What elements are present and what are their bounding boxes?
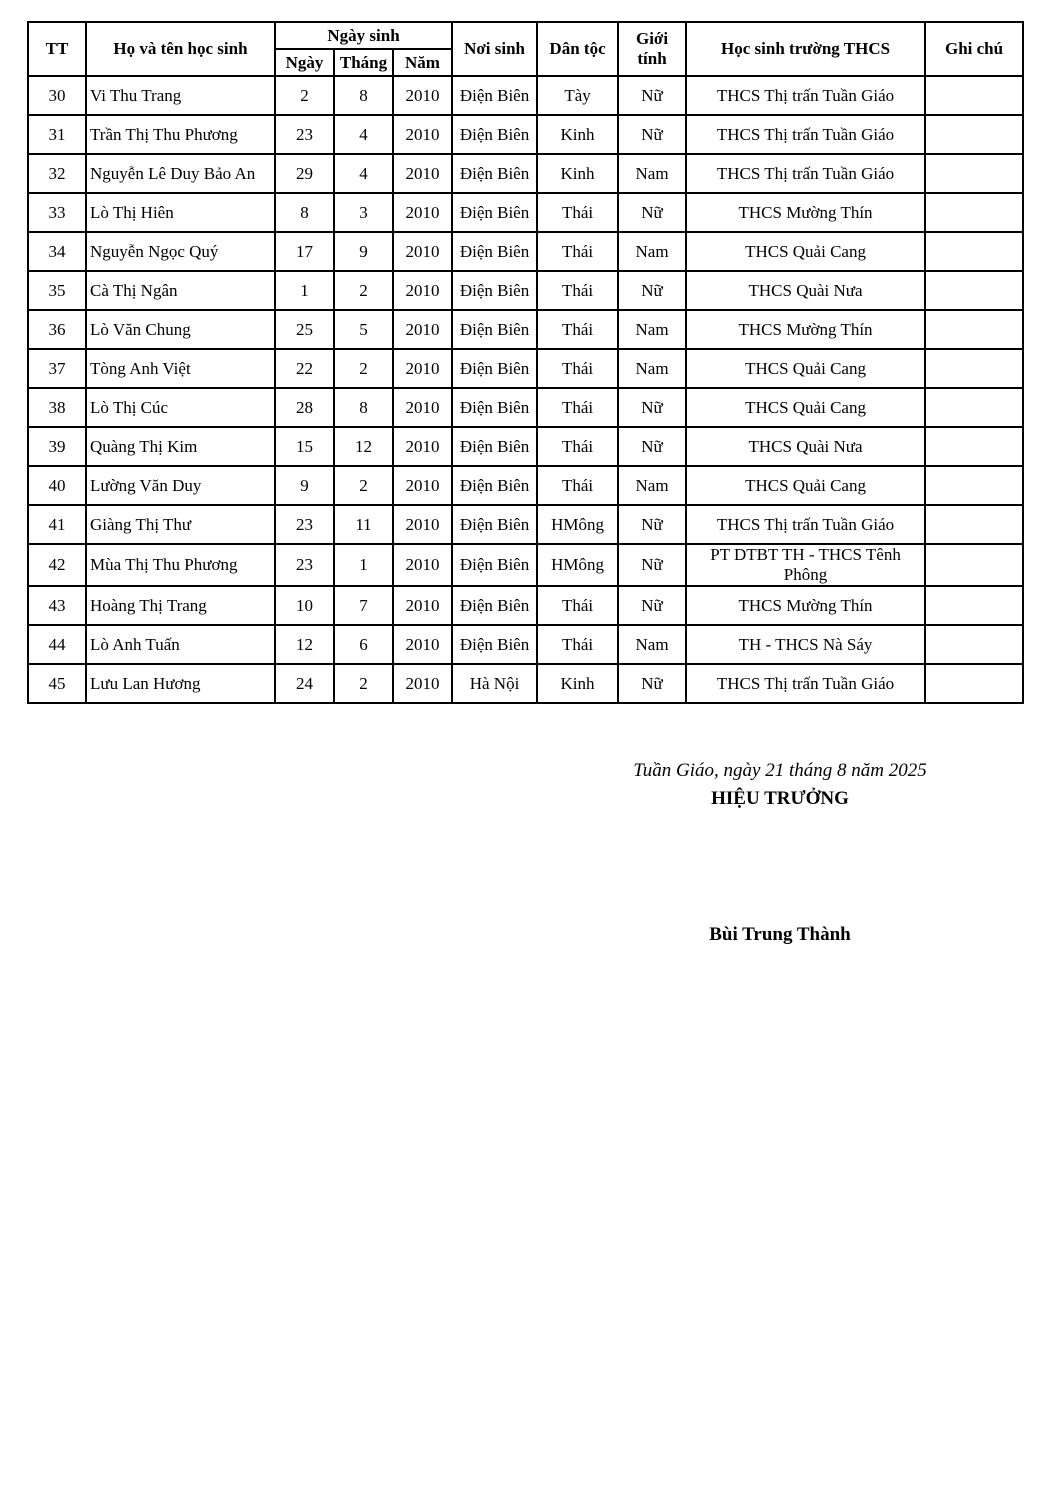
- cell-tt: 37: [28, 349, 86, 388]
- cell-gender: Nữ: [618, 388, 686, 427]
- table-body: [28, 76, 1023, 703]
- header-day: Ngày: [275, 49, 334, 76]
- cell-ethnicity: HMông: [537, 544, 618, 586]
- cell-day: 23: [275, 115, 334, 154]
- cell-name: Quàng Thị Kim: [86, 427, 275, 466]
- cell-note: [925, 625, 1023, 664]
- cell-name: Giàng Thị Thư: [86, 505, 275, 544]
- table-row: [28, 586, 1023, 625]
- cell-year: 2010: [393, 232, 452, 271]
- cell-school: THCS Quài Nưa: [686, 271, 925, 310]
- cell-tt: 38: [28, 388, 86, 427]
- cell-note: [925, 310, 1023, 349]
- cell-day: 24: [275, 664, 334, 703]
- cell-birthplace: Điện Biên: [452, 271, 537, 310]
- cell-year: 2010: [393, 310, 452, 349]
- cell-year: 2010: [393, 76, 452, 115]
- cell-school: THCS Quải Cang: [686, 349, 925, 388]
- table-row: [28, 388, 1023, 427]
- cell-gender: Nam: [618, 154, 686, 193]
- table-row: [28, 154, 1023, 193]
- header-year: Năm: [393, 49, 452, 76]
- cell-note: [925, 586, 1023, 625]
- cell-gender: Nam: [618, 466, 686, 505]
- cell-school: THCS Quải Cang: [686, 388, 925, 427]
- cell-tt: 30: [28, 76, 86, 115]
- cell-month: 7: [334, 586, 393, 625]
- cell-year: 2010: [393, 664, 452, 703]
- cell-gender: Nam: [618, 232, 686, 271]
- cell-ethnicity: Thái: [537, 427, 618, 466]
- cell-month: 11: [334, 505, 393, 544]
- cell-month: 3: [334, 193, 393, 232]
- header-note: Ghi chú: [925, 22, 1023, 76]
- cell-day: 17: [275, 232, 334, 271]
- cell-tt: 41: [28, 505, 86, 544]
- cell-name: Mùa Thị Thu Phương: [86, 544, 275, 586]
- cell-month: 6: [334, 625, 393, 664]
- cell-ethnicity: Thái: [537, 232, 618, 271]
- table-row: [28, 427, 1023, 466]
- cell-school: THCS Thị trấn Tuần Giáo: [686, 505, 925, 544]
- table-row: [28, 625, 1023, 664]
- cell-tt: 40: [28, 466, 86, 505]
- cell-school: TH - THCS Nà Sáy: [686, 625, 925, 664]
- cell-note: [925, 154, 1023, 193]
- cell-school: THCS Mường Thín: [686, 586, 925, 625]
- cell-name: Hoàng Thị Trang: [86, 586, 275, 625]
- signer-name: Bùi Trung Thành: [709, 924, 851, 945]
- cell-name: Lưu Lan Hương: [86, 664, 275, 703]
- cell-name: Trần Thị Thu Phương: [86, 115, 275, 154]
- cell-year: 2010: [393, 193, 452, 232]
- cell-year: 2010: [393, 586, 452, 625]
- cell-gender: Nữ: [618, 115, 686, 154]
- cell-year: 2010: [393, 544, 452, 586]
- cell-month: 12: [334, 427, 393, 466]
- cell-gender: Nữ: [618, 586, 686, 625]
- cell-school: THCS Thị trấn Tuần Giáo: [686, 664, 925, 703]
- cell-tt: 31: [28, 115, 86, 154]
- cell-note: [925, 466, 1023, 505]
- cell-tt: 39: [28, 427, 86, 466]
- cell-day: 22: [275, 349, 334, 388]
- cell-gender: Nữ: [618, 193, 686, 232]
- cell-note: [925, 505, 1023, 544]
- cell-birthplace: Điện Biên: [452, 544, 537, 586]
- cell-month: 4: [334, 115, 393, 154]
- header-gender: Giới tính: [618, 22, 686, 76]
- cell-school: THCS Mường Thín: [686, 310, 925, 349]
- table-row: [28, 349, 1023, 388]
- cell-year: 2010: [393, 349, 452, 388]
- cell-month: 2: [334, 349, 393, 388]
- table-row: [28, 310, 1023, 349]
- cell-birthplace: Điện Biên: [452, 232, 537, 271]
- cell-day: 15: [275, 427, 334, 466]
- table-row: [28, 466, 1023, 505]
- cell-tt: 33: [28, 193, 86, 232]
- cell-tt: 42: [28, 544, 86, 586]
- cell-school: THCS Quải Cang: [686, 232, 925, 271]
- cell-day: 28: [275, 388, 334, 427]
- cell-name: Tòng Anh Việt: [86, 349, 275, 388]
- cell-day: 29: [275, 154, 334, 193]
- cell-day: 2: [275, 76, 334, 115]
- cell-birthplace: Điện Biên: [452, 505, 537, 544]
- cell-note: [925, 193, 1023, 232]
- student-roster-table: [27, 21, 1024, 704]
- cell-gender: Nam: [618, 625, 686, 664]
- cell-birthplace: Điện Biên: [452, 193, 537, 232]
- cell-year: 2010: [393, 466, 452, 505]
- cell-gender: Nữ: [618, 505, 686, 544]
- cell-day: 1: [275, 271, 334, 310]
- cell-year: 2010: [393, 271, 452, 310]
- cell-ethnicity: Thái: [537, 310, 618, 349]
- header-ethnicity: Dân tộc: [537, 22, 618, 76]
- cell-ethnicity: Thái: [537, 466, 618, 505]
- cell-year: 2010: [393, 625, 452, 664]
- cell-day: 23: [275, 544, 334, 586]
- signature-title: HIỆU TRƯỞNG: [711, 788, 849, 809]
- table-row: [28, 271, 1023, 310]
- cell-birthplace: Hà Nội: [452, 664, 537, 703]
- table-row: [28, 232, 1023, 271]
- cell-month: 1: [334, 544, 393, 586]
- cell-gender: Nam: [618, 349, 686, 388]
- table-row: [28, 505, 1023, 544]
- table-row: [28, 193, 1023, 232]
- cell-day: 25: [275, 310, 334, 349]
- cell-day: 8: [275, 193, 334, 232]
- cell-birthplace: Điện Biên: [452, 586, 537, 625]
- cell-year: 2010: [393, 115, 452, 154]
- cell-birthplace: Điện Biên: [452, 349, 537, 388]
- cell-year: 2010: [393, 154, 452, 193]
- cell-ethnicity: Thái: [537, 586, 618, 625]
- cell-day: 23: [275, 505, 334, 544]
- cell-name: Lò Văn Chung: [86, 310, 275, 349]
- cell-tt: 44: [28, 625, 86, 664]
- cell-name: Cà Thị Ngân: [86, 271, 275, 310]
- table-row: [28, 544, 1023, 586]
- cell-tt: 43: [28, 586, 86, 625]
- header-month: Tháng: [334, 49, 393, 76]
- cell-note: [925, 664, 1023, 703]
- cell-name: Vi Thu Trang: [86, 76, 275, 115]
- cell-ethnicity: Kinh: [537, 664, 618, 703]
- table-row: [28, 664, 1023, 703]
- cell-tt: 34: [28, 232, 86, 271]
- cell-month: 2: [334, 466, 393, 505]
- cell-name: Lường Văn Duy: [86, 466, 275, 505]
- header-name: Họ và tên học sinh: [86, 22, 275, 76]
- cell-gender: Nữ: [618, 271, 686, 310]
- cell-year: 2010: [393, 388, 452, 427]
- cell-note: [925, 271, 1023, 310]
- cell-day: 9: [275, 466, 334, 505]
- cell-day: 12: [275, 625, 334, 664]
- cell-birthplace: Điện Biên: [452, 115, 537, 154]
- cell-month: 2: [334, 664, 393, 703]
- cell-school: PT DTBT TH - THCS Tênh Phông: [686, 544, 925, 586]
- cell-note: [925, 115, 1023, 154]
- cell-gender: Nam: [618, 310, 686, 349]
- cell-day: 10: [275, 586, 334, 625]
- cell-month: 8: [334, 76, 393, 115]
- cell-note: [925, 76, 1023, 115]
- cell-birthplace: Điện Biên: [452, 76, 537, 115]
- cell-school: THCS Quài Nưa: [686, 427, 925, 466]
- cell-gender: Nữ: [618, 544, 686, 586]
- cell-school: THCS Thị trấn Tuần Giáo: [686, 76, 925, 115]
- cell-note: [925, 427, 1023, 466]
- cell-note: [925, 544, 1023, 586]
- cell-ethnicity: Thái: [537, 388, 618, 427]
- cell-birthplace: Điện Biên: [452, 154, 537, 193]
- header-tt: TT: [28, 22, 86, 76]
- cell-note: [925, 388, 1023, 427]
- cell-birthplace: Điện Biên: [452, 427, 537, 466]
- cell-year: 2010: [393, 427, 452, 466]
- cell-ethnicity: Thái: [537, 193, 618, 232]
- signature-date-line: Tuần Giáo, ngày 21 tháng 8 năm 2025: [633, 760, 927, 781]
- cell-name: Lò Thị Cúc: [86, 388, 275, 427]
- cell-month: 2: [334, 271, 393, 310]
- cell-gender: Nữ: [618, 427, 686, 466]
- cell-ethnicity: Thái: [537, 271, 618, 310]
- header-birthplace: Nơi sinh: [452, 22, 537, 76]
- cell-gender: Nữ: [618, 664, 686, 703]
- cell-tt: 35: [28, 271, 86, 310]
- cell-ethnicity: Thái: [537, 349, 618, 388]
- header-school: Học sinh trường THCS: [686, 22, 925, 76]
- header-dob: Ngày sinh: [275, 22, 452, 49]
- cell-school: THCS Thị trấn Tuần Giáo: [686, 154, 925, 193]
- cell-name: Nguyễn Ngọc Quý: [86, 232, 275, 271]
- cell-birthplace: Điện Biên: [452, 310, 537, 349]
- table-row: [28, 76, 1023, 115]
- cell-school: THCS Thị trấn Tuần Giáo: [686, 115, 925, 154]
- cell-school: THCS Quải Cang: [686, 466, 925, 505]
- cell-tt: 36: [28, 310, 86, 349]
- cell-birthplace: Điện Biên: [452, 388, 537, 427]
- cell-tt: 45: [28, 664, 86, 703]
- table-header: [28, 22, 1023, 76]
- cell-month: 9: [334, 232, 393, 271]
- cell-birthplace: Điện Biên: [452, 625, 537, 664]
- cell-note: [925, 232, 1023, 271]
- cell-month: 5: [334, 310, 393, 349]
- cell-birthplace: Điện Biên: [452, 466, 537, 505]
- cell-school: THCS Mường Thín: [686, 193, 925, 232]
- table-row: [28, 115, 1023, 154]
- cell-ethnicity: HMông: [537, 505, 618, 544]
- cell-gender: Nữ: [618, 76, 686, 115]
- cell-ethnicity: Thái: [537, 625, 618, 664]
- cell-ethnicity: Kinh: [537, 115, 618, 154]
- cell-name: Nguyễn Lê Duy Bảo An: [86, 154, 275, 193]
- cell-month: 4: [334, 154, 393, 193]
- cell-tt: 32: [28, 154, 86, 193]
- cell-year: 2010: [393, 505, 452, 544]
- cell-ethnicity: Tày: [537, 76, 618, 115]
- cell-ethnicity: Kinh: [537, 154, 618, 193]
- cell-note: [925, 349, 1023, 388]
- cell-month: 8: [334, 388, 393, 427]
- cell-name: Lò Thị Hiên: [86, 193, 275, 232]
- cell-name: Lò Anh Tuấn: [86, 625, 275, 664]
